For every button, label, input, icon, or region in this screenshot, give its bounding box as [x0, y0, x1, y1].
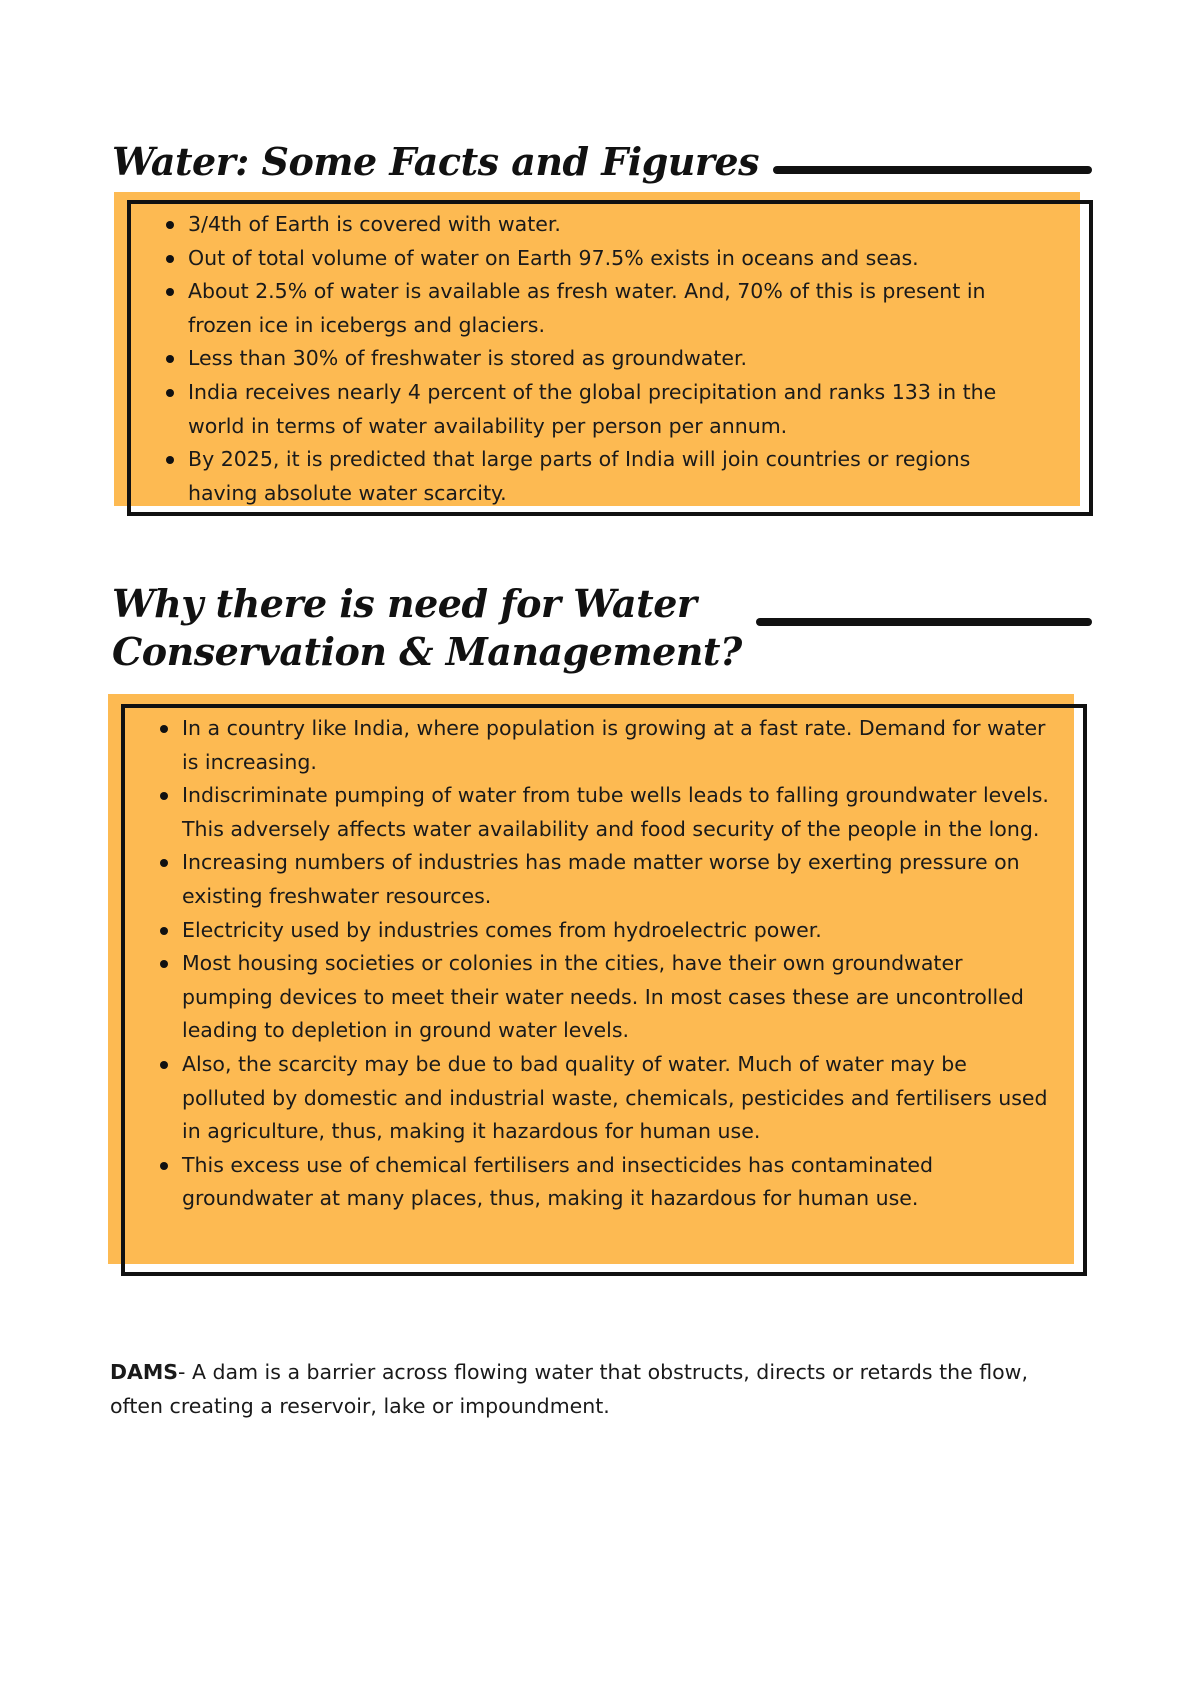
facts-heading-row — [112, 138, 1092, 186]
facts-list-item: Less than 30% of freshwater is stored as groundwater. — [160, 342, 1040, 376]
need-list-item: Most housing societies or colonies in the cities, have their own groundwater pumping devices to meet their water needs. In most cases these are uncontrolled leading to depletion in ground water levels. — [154, 947, 1054, 1048]
facts-list-item: 3/4th of Earth is covered with water. — [160, 208, 1040, 242]
need-list-item: Indiscriminate pumping of water from tube wells leads to falling groundwater levels. This adversely affects water availability and food security of the people in the long. — [154, 779, 1054, 846]
facts-heading: Water: Some Facts and Figures — [112, 139, 759, 184]
need-list — [154, 712, 1054, 1216]
facts-list — [160, 208, 1040, 510]
need-list-item: Increasing numbers of industries has made matter worse by exerting pressure on existing freshwater resources. — [154, 846, 1054, 913]
need-heading-row — [112, 580, 1092, 676]
dams-definition-text: - A dam is a barrier across flowing water that obstructs, directs or retards the flow, often creating a reservoir, lake or impoundment. — [110, 1360, 1028, 1418]
need-list-item: Electricity used by industries comes from hydroelectric power. — [154, 914, 1054, 948]
facts-list-item: By 2025, it is predicted that large parts of India will join countries or regions having absolute water scarcity. — [160, 443, 1040, 510]
facts-list-item: India receives nearly 4 percent of the global precipitation and ranks 133 in the world in terms of water availability per person per annum. — [160, 376, 1040, 443]
need-list-item: In a country like India, where population is growing at a fast rate. Demand for water is increasing. — [154, 712, 1054, 779]
need-heading-line-1: Why there is need for Water — [112, 581, 697, 626]
facts-heading-rule — [773, 166, 1092, 174]
dams-term: DAMS — [110, 1360, 179, 1384]
need-heading-line-2: Conservation & Management? — [112, 629, 742, 674]
need-list-item: This excess use of chemical fertilisers and insecticides has contaminated groundwater at many places, thus, making it hazardous for human use. — [154, 1149, 1054, 1216]
dams-definition — [110, 1355, 1070, 1423]
need-list-item: Also, the scarcity may be due to bad quality of water. Much of water may be polluted by domestic and industrial waste, chemicals, pesticides and fertilisers used in agriculture, thus, making it hazardous for human use. — [154, 1048, 1054, 1149]
facts-list-item: Out of total volume of water on Earth 97.5% exists in oceans and seas. — [160, 242, 1040, 276]
need-heading — [112, 580, 742, 676]
need-heading-rule — [756, 618, 1092, 626]
facts-list-item: About 2.5% of water is available as fresh water. And, 70% of this is present in frozen ice in icebergs and glaciers. — [160, 275, 1040, 342]
